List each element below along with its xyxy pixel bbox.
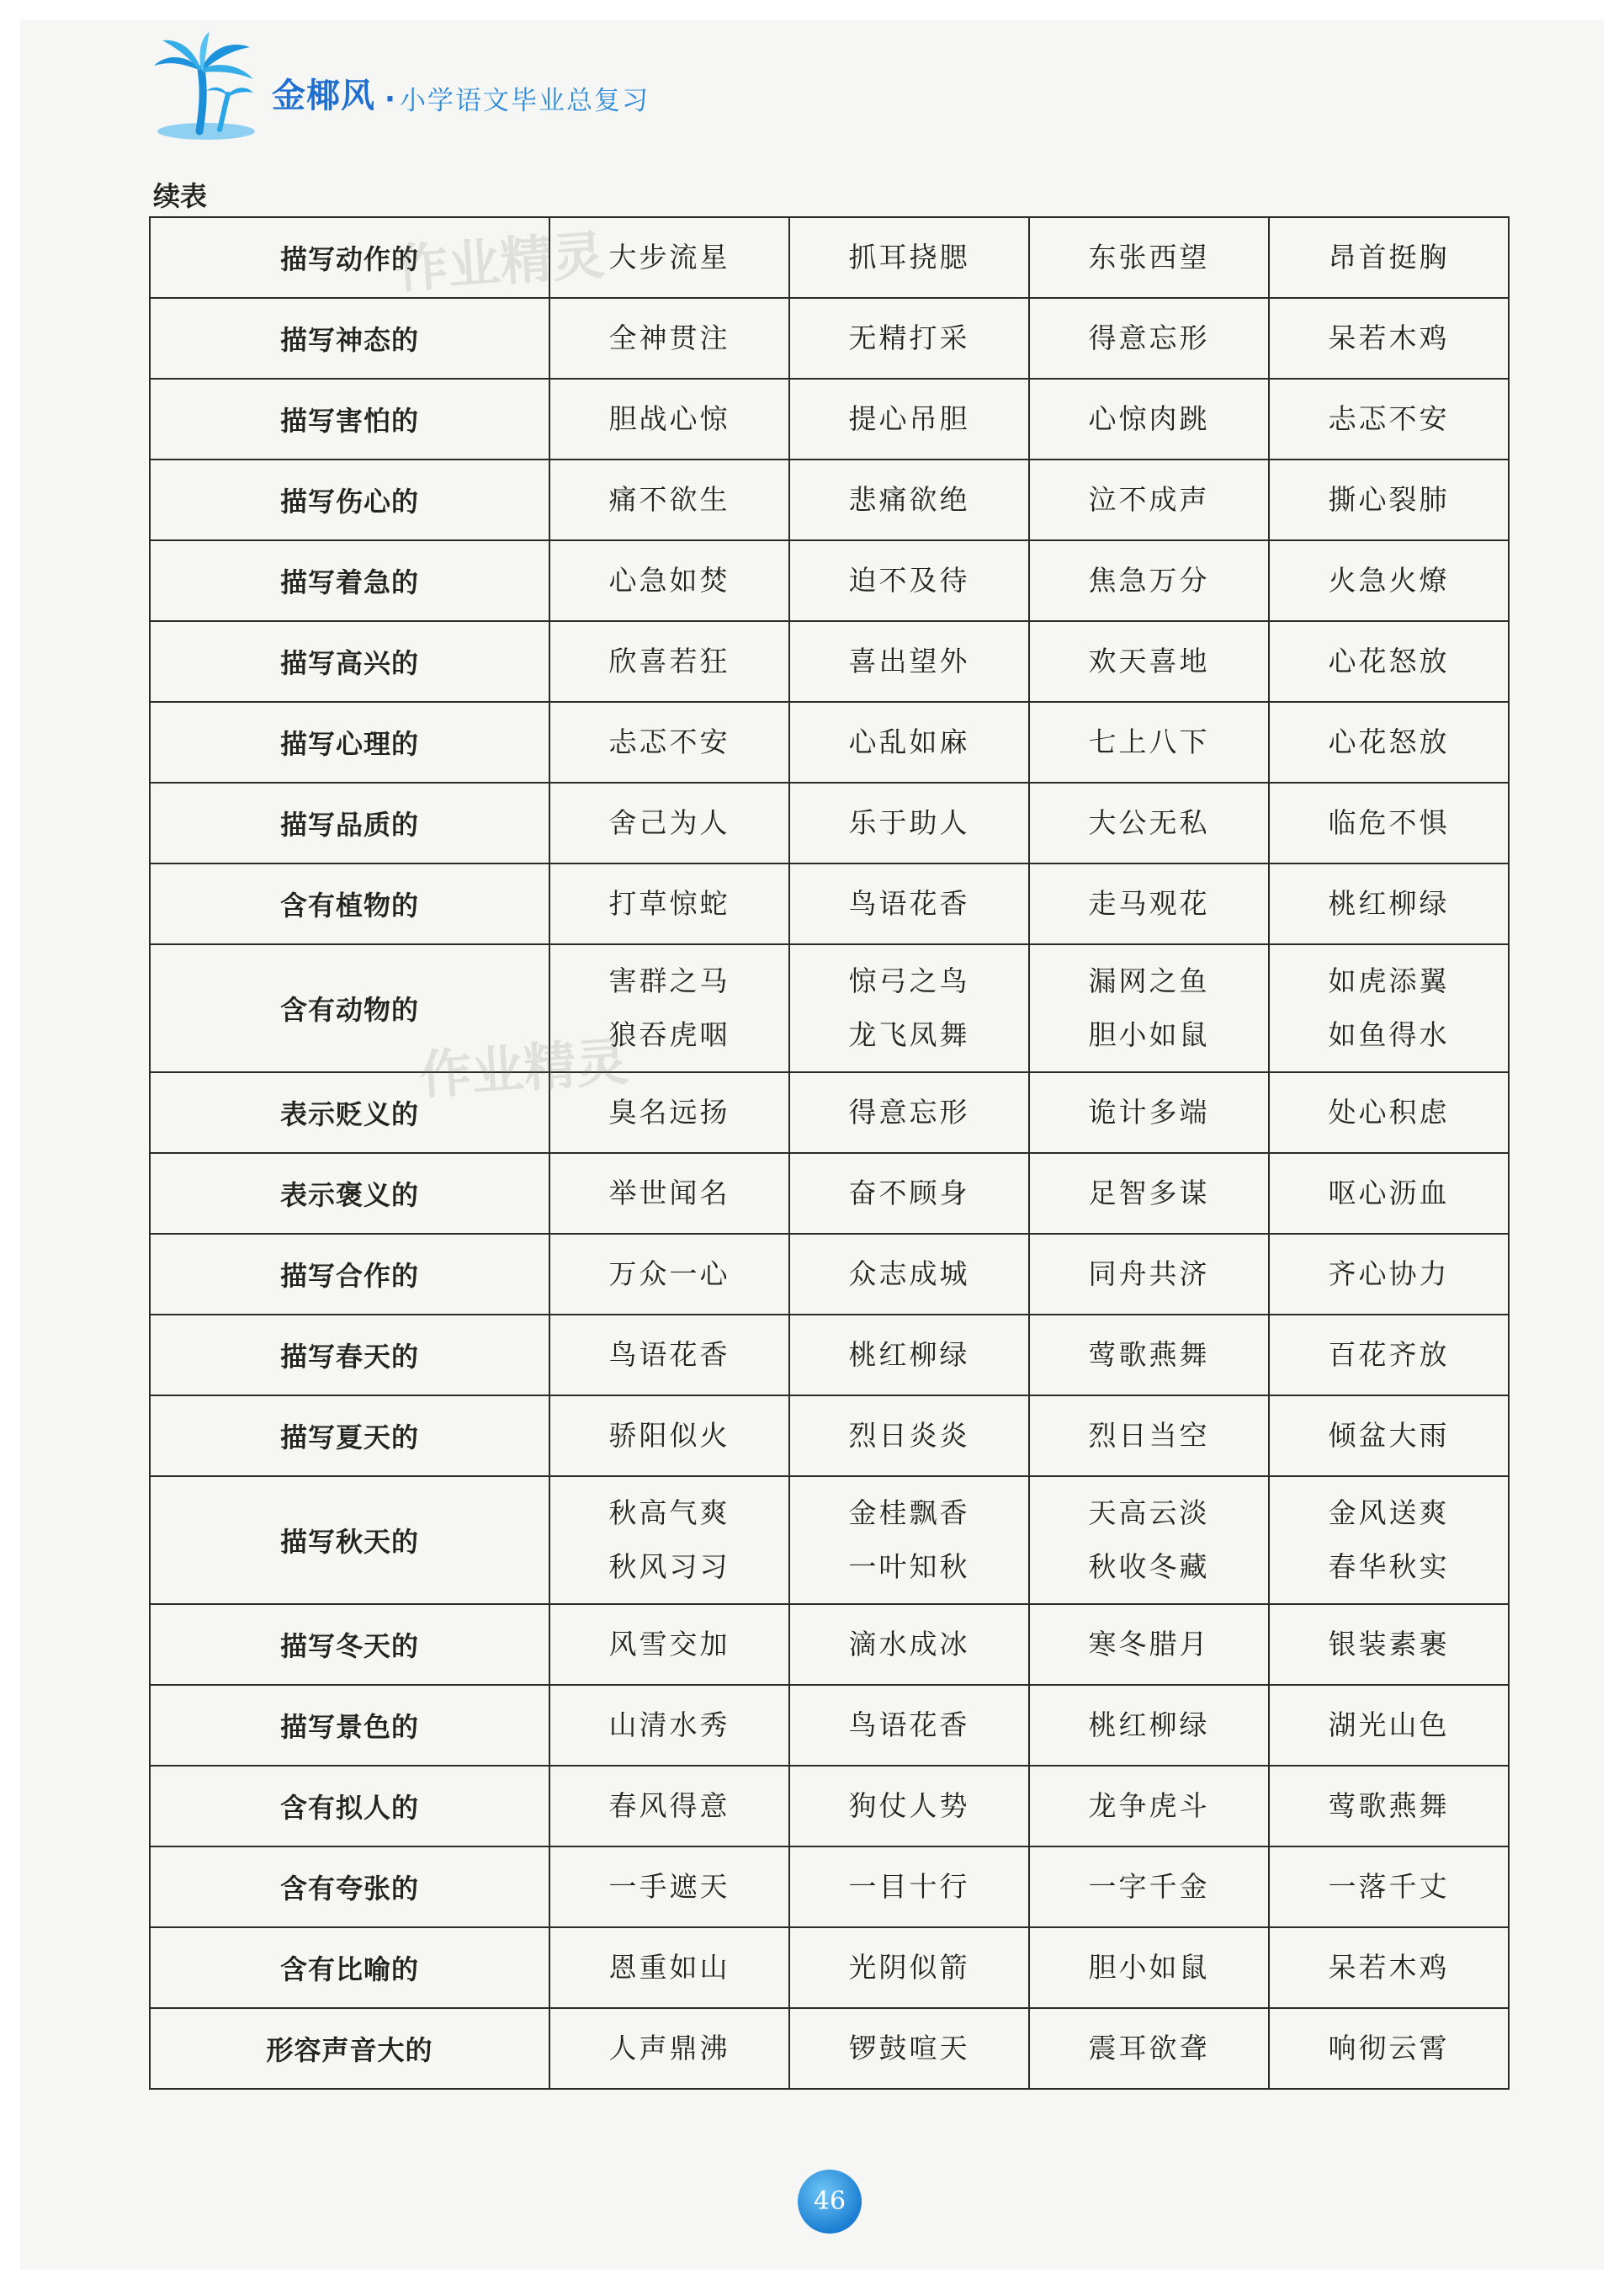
brand-separator: · xyxy=(385,82,395,116)
idiom-text: 龙争虎斗 xyxy=(1088,1789,1210,1822)
table-row xyxy=(150,1315,1509,1395)
category-cell: 表示褒义的 xyxy=(150,1153,549,1234)
idiom-cell xyxy=(549,1153,789,1234)
idiom-text: 人声鼎沸 xyxy=(608,2032,730,2064)
idiom-cell xyxy=(789,379,1029,460)
idiom-text: 众志成城 xyxy=(848,1257,970,1290)
idiom-text: 百花齐放 xyxy=(1328,1338,1450,1371)
table-row xyxy=(150,863,1509,944)
category-cell: 含有植物的 xyxy=(150,863,549,944)
idiom-cell xyxy=(1269,1604,1509,1685)
idiom-text: 心急如焚 xyxy=(608,564,730,597)
table-row xyxy=(150,217,1509,298)
idiom-text: 害群之马 xyxy=(608,964,730,997)
category-cell: 描写动作的 xyxy=(150,217,549,298)
idiom-cell xyxy=(1029,1476,1269,1604)
table-row xyxy=(150,1072,1509,1153)
idiom-text: 烈日当空 xyxy=(1088,1419,1210,1452)
idiom-cell xyxy=(1269,1685,1509,1766)
table-row xyxy=(150,1476,1509,1604)
idiom-text: 金风送爽 xyxy=(1328,1496,1450,1529)
idiom-text: 痛不欲生 xyxy=(608,483,730,516)
idiom-text: 昂首挺胸 xyxy=(1328,241,1450,274)
idiom-cell xyxy=(789,944,1029,1072)
idiom-text: 秋风习习 xyxy=(608,1550,730,1583)
idiom-text: 忐忑不安 xyxy=(1328,402,1450,435)
idiom-text: 迫不及待 xyxy=(848,564,970,597)
idiom-text: 泣不成声 xyxy=(1088,483,1210,516)
category-cell: 含有比喻的 xyxy=(150,1927,549,2008)
idiom-cell xyxy=(1029,217,1269,298)
category-cell: 描写害怕的 xyxy=(150,379,549,460)
idiom-cell xyxy=(1029,2008,1269,2089)
idiom-text: 走马观花 xyxy=(1088,887,1210,920)
idiom-text: 烈日炎炎 xyxy=(848,1419,970,1452)
idiom-cell xyxy=(549,217,789,298)
idiom-text: 举世闻名 xyxy=(608,1177,730,1209)
idiom-text: 撕心裂肺 xyxy=(1328,483,1450,516)
idiom-cell xyxy=(549,702,789,783)
idiom-text: 震耳欲聋 xyxy=(1088,2032,1210,2064)
category-cell: 描写景色的 xyxy=(150,1685,549,1766)
idiom-text: 桃红柳绿 xyxy=(1328,887,1450,920)
idiom-text: 打草惊蛇 xyxy=(608,887,730,920)
idiom-text: 狗仗人势 xyxy=(848,1789,970,1822)
idiom-cell xyxy=(789,1846,1029,1927)
idiom-cell xyxy=(1029,460,1269,540)
idiom-text: 天高云淡 xyxy=(1088,1496,1210,1529)
category-cell: 含有拟人的 xyxy=(150,1766,549,1846)
table-row xyxy=(150,1395,1509,1476)
category-cell: 形容声音大的 xyxy=(150,2008,549,2089)
idiom-table-body xyxy=(150,217,1509,2089)
idiom-cell xyxy=(1029,1234,1269,1315)
idiom-text: 如鱼得水 xyxy=(1328,1018,1450,1051)
table-row xyxy=(150,1604,1509,1685)
table-row xyxy=(150,1234,1509,1315)
idiom-cell xyxy=(1269,1395,1509,1476)
idiom-text: 同舟共济 xyxy=(1088,1257,1210,1290)
table-row xyxy=(150,1153,1509,1234)
idiom-cell xyxy=(549,1395,789,1476)
idiom-cell xyxy=(1269,944,1509,1072)
idiom-cell xyxy=(1029,702,1269,783)
idiom-text: 鸟语花香 xyxy=(848,887,970,920)
idiom-cell xyxy=(1269,1315,1509,1395)
idiom-cell xyxy=(1029,298,1269,379)
idiom-text: 光阴似箭 xyxy=(848,1951,970,1984)
idiom-text: 桃红柳绿 xyxy=(848,1338,970,1371)
idiom-text: 诡计多端 xyxy=(1088,1096,1210,1129)
idiom-cell xyxy=(549,621,789,702)
idiom-text: 呕心沥血 xyxy=(1328,1177,1450,1209)
idiom-text: 漏网之鱼 xyxy=(1088,964,1210,997)
idiom-cell xyxy=(549,863,789,944)
idiom-text: 春风得意 xyxy=(608,1789,730,1822)
idiom-cell xyxy=(789,1604,1029,1685)
idiom-cell xyxy=(789,1153,1029,1234)
table-row xyxy=(150,1766,1509,1846)
idiom-cell xyxy=(549,944,789,1072)
idiom-cell xyxy=(1269,863,1509,944)
brand-name: 金椰风 xyxy=(272,77,375,115)
idiom-text: 秋收冬藏 xyxy=(1088,1550,1210,1583)
idiom-text: 火急火燎 xyxy=(1328,564,1450,597)
idiom-cell xyxy=(1269,217,1509,298)
idiom-text: 胆小如鼠 xyxy=(1088,1018,1210,1051)
idiom-cell xyxy=(789,1766,1029,1846)
idiom-cell xyxy=(1029,621,1269,702)
idiom-cell xyxy=(789,702,1029,783)
idiom-text: 金桂飘香 xyxy=(848,1496,970,1529)
idiom-cell xyxy=(789,1234,1029,1315)
idiom-cell xyxy=(1269,1153,1509,1234)
category-cell: 描写春天的 xyxy=(150,1315,549,1395)
idiom-cell xyxy=(1029,783,1269,863)
idiom-text: 东张西望 xyxy=(1088,241,1210,274)
idiom-text: 一目十行 xyxy=(848,1870,970,1903)
idiom-text: 心惊肉跳 xyxy=(1088,402,1210,435)
category-cell: 含有夸张的 xyxy=(150,1846,549,1927)
idiom-text: 鸟语花香 xyxy=(608,1338,730,1371)
idiom-cell xyxy=(789,621,1029,702)
idiom-text: 狼吞虎咽 xyxy=(608,1018,730,1051)
category-cell: 表示贬义的 xyxy=(150,1072,549,1153)
category-cell: 描写合作的 xyxy=(150,1234,549,1315)
idiom-cell xyxy=(1269,702,1509,783)
idiom-cell xyxy=(549,379,789,460)
idiom-cell xyxy=(1029,1927,1269,2008)
idiom-text: 提心吊胆 xyxy=(848,402,970,435)
idiom-text: 得意忘形 xyxy=(1088,321,1210,354)
idiom-text: 喜出望外 xyxy=(848,645,970,677)
idiom-cell xyxy=(1029,944,1269,1072)
idiom-table xyxy=(149,216,1510,2090)
idiom-text: 湖光山色 xyxy=(1328,1708,1450,1741)
table-row xyxy=(150,702,1509,783)
idiom-text: 乐于助人 xyxy=(848,806,970,839)
idiom-cell xyxy=(1269,1766,1509,1846)
idiom-text: 惊弓之鸟 xyxy=(848,964,970,997)
idiom-text: 临危不惧 xyxy=(1328,806,1450,839)
table-row xyxy=(150,2008,1509,2089)
idiom-cell xyxy=(1029,1685,1269,1766)
idiom-text: 寒冬腊月 xyxy=(1088,1628,1210,1660)
idiom-cell xyxy=(1269,540,1509,621)
idiom-text: 银装素裹 xyxy=(1328,1628,1450,1660)
idiom-cell xyxy=(549,460,789,540)
idiom-text: 滴水成冰 xyxy=(848,1628,970,1660)
idiom-text: 全神贯注 xyxy=(608,321,730,354)
idiom-cell xyxy=(1269,298,1509,379)
idiom-cell xyxy=(789,298,1029,379)
continued-label: 续表 xyxy=(153,180,208,212)
idiom-cell xyxy=(549,298,789,379)
palm-tree-logo-icon xyxy=(147,32,265,141)
page-number: 46 xyxy=(798,2170,862,2234)
idiom-text: 呆若木鸡 xyxy=(1328,321,1450,354)
idiom-cell xyxy=(1269,460,1509,540)
idiom-text: 胆战心惊 xyxy=(608,402,730,435)
idiom-text: 恩重如山 xyxy=(608,1951,730,1984)
category-cell: 描写品质的 xyxy=(150,783,549,863)
idiom-text: 一落千丈 xyxy=(1328,1870,1450,1903)
category-cell: 描写心理的 xyxy=(150,702,549,783)
idiom-text: 心乱如麻 xyxy=(848,725,970,758)
idiom-text: 莺歌燕舞 xyxy=(1328,1789,1450,1822)
idiom-text: 秋高气爽 xyxy=(608,1496,730,1529)
idiom-cell xyxy=(549,1685,789,1766)
idiom-cell xyxy=(789,1476,1029,1604)
idiom-cell xyxy=(1269,1072,1509,1153)
table-row xyxy=(150,944,1509,1072)
category-cell: 描写着急的 xyxy=(150,540,549,621)
idiom-text: 大公无私 xyxy=(1088,806,1210,839)
idiom-text: 锣鼓喧天 xyxy=(848,2032,970,2064)
idiom-text: 一手遮天 xyxy=(608,1870,730,1903)
idiom-cell xyxy=(549,1315,789,1395)
idiom-cell xyxy=(549,1234,789,1315)
table-row xyxy=(150,379,1509,460)
idiom-text: 无精打采 xyxy=(848,321,970,354)
idiom-cell xyxy=(549,783,789,863)
idiom-cell xyxy=(789,1395,1029,1476)
idiom-cell xyxy=(1269,783,1509,863)
idiom-text: 倾盆大雨 xyxy=(1328,1419,1450,1452)
category-cell: 描写高兴的 xyxy=(150,621,549,702)
table-row xyxy=(150,1846,1509,1927)
idiom-cell xyxy=(1029,1766,1269,1846)
idiom-text: 臭名远扬 xyxy=(608,1096,730,1129)
idiom-cell xyxy=(549,2008,789,2089)
idiom-cell xyxy=(1029,379,1269,460)
idiom-cell xyxy=(1269,1476,1509,1604)
idiom-cell xyxy=(789,863,1029,944)
table-row xyxy=(150,540,1509,621)
idiom-cell xyxy=(789,2008,1029,2089)
idiom-cell xyxy=(549,540,789,621)
idiom-text: 胆小如鼠 xyxy=(1088,1951,1210,1984)
idiom-text: 鸟语花香 xyxy=(848,1708,970,1741)
idiom-cell xyxy=(1029,540,1269,621)
category-cell: 描写秋天的 xyxy=(150,1476,549,1604)
idiom-cell xyxy=(789,1685,1029,1766)
category-cell: 含有动物的 xyxy=(150,944,549,1072)
idiom-cell xyxy=(789,1072,1029,1153)
idiom-text: 足智多谋 xyxy=(1088,1177,1210,1209)
idiom-text: 风雪交加 xyxy=(608,1628,730,1660)
idiom-text: 抓耳挠腮 xyxy=(848,241,970,274)
idiom-cell xyxy=(1269,1927,1509,2008)
idiom-text: 心花怒放 xyxy=(1328,725,1450,758)
idiom-cell xyxy=(1269,1846,1509,1927)
idiom-cell xyxy=(549,1476,789,1604)
idiom-cell xyxy=(1029,1846,1269,1927)
idiom-cell xyxy=(549,1846,789,1927)
idiom-text: 得意忘形 xyxy=(848,1096,970,1129)
idiom-cell xyxy=(1029,1153,1269,1234)
idiom-text: 焦急万分 xyxy=(1088,564,1210,597)
idiom-cell xyxy=(1029,1395,1269,1476)
idiom-text: 桃红柳绿 xyxy=(1088,1708,1210,1741)
category-cell: 描写冬天的 xyxy=(150,1604,549,1685)
idiom-cell xyxy=(789,1315,1029,1395)
idiom-cell xyxy=(789,217,1029,298)
category-cell: 描写夏天的 xyxy=(150,1395,549,1476)
idiom-text: 万众一心 xyxy=(608,1257,730,1290)
idiom-text: 七上八下 xyxy=(1088,725,1210,758)
table-row xyxy=(150,298,1509,379)
idiom-cell xyxy=(1029,863,1269,944)
idiom-text: 山清水秀 xyxy=(608,1708,730,1741)
table-row xyxy=(150,1927,1509,2008)
idiom-text: 悲痛欲绝 xyxy=(848,483,970,516)
idiom-text: 舍己为人 xyxy=(608,806,730,839)
idiom-text: 处心积虑 xyxy=(1328,1096,1450,1129)
table-row xyxy=(150,460,1509,540)
idiom-cell xyxy=(1269,1234,1509,1315)
idiom-text: 大步流星 xyxy=(608,241,730,274)
idiom-cell xyxy=(789,1927,1029,2008)
idiom-text: 奋不顾身 xyxy=(848,1177,970,1209)
idiom-text: 响彻云霄 xyxy=(1328,2032,1450,2064)
idiom-cell xyxy=(789,460,1029,540)
idiom-text: 如虎添翼 xyxy=(1328,964,1450,997)
book-subtitle: 小学语文毕业总复习 xyxy=(400,86,650,116)
idiom-text: 龙飞凤舞 xyxy=(848,1018,970,1051)
idiom-text: 齐心协力 xyxy=(1328,1257,1450,1290)
table-row xyxy=(150,621,1509,702)
idiom-cell xyxy=(1029,1604,1269,1685)
idiom-cell xyxy=(549,1072,789,1153)
idiom-text: 一字千金 xyxy=(1088,1870,1210,1903)
idiom-text: 呆若木鸡 xyxy=(1328,1951,1450,1984)
idiom-text: 莺歌燕舞 xyxy=(1088,1338,1210,1371)
table-row xyxy=(150,1685,1509,1766)
idiom-cell xyxy=(1269,2008,1509,2089)
idiom-text: 春华秋实 xyxy=(1328,1550,1450,1583)
idiom-cell xyxy=(1269,379,1509,460)
idiom-cell xyxy=(789,540,1029,621)
idiom-cell xyxy=(789,783,1029,863)
idiom-cell xyxy=(549,1927,789,2008)
idiom-cell xyxy=(1269,621,1509,702)
idiom-text: 欢天喜地 xyxy=(1088,645,1210,677)
idiom-cell xyxy=(549,1766,789,1846)
idiom-text: 忐忑不安 xyxy=(608,725,730,758)
idiom-text: 骄阳似火 xyxy=(608,1419,730,1452)
idiom-cell xyxy=(1029,1072,1269,1153)
idiom-text: 一叶知秋 xyxy=(848,1550,970,1583)
idiom-cell xyxy=(1029,1315,1269,1395)
category-cell: 描写神态的 xyxy=(150,298,549,379)
idiom-text: 心花怒放 xyxy=(1328,645,1450,677)
idiom-text: 欣喜若狂 xyxy=(608,645,730,677)
idiom-cell xyxy=(549,1604,789,1685)
table-row xyxy=(150,783,1509,863)
category-cell: 描写伤心的 xyxy=(150,460,549,540)
